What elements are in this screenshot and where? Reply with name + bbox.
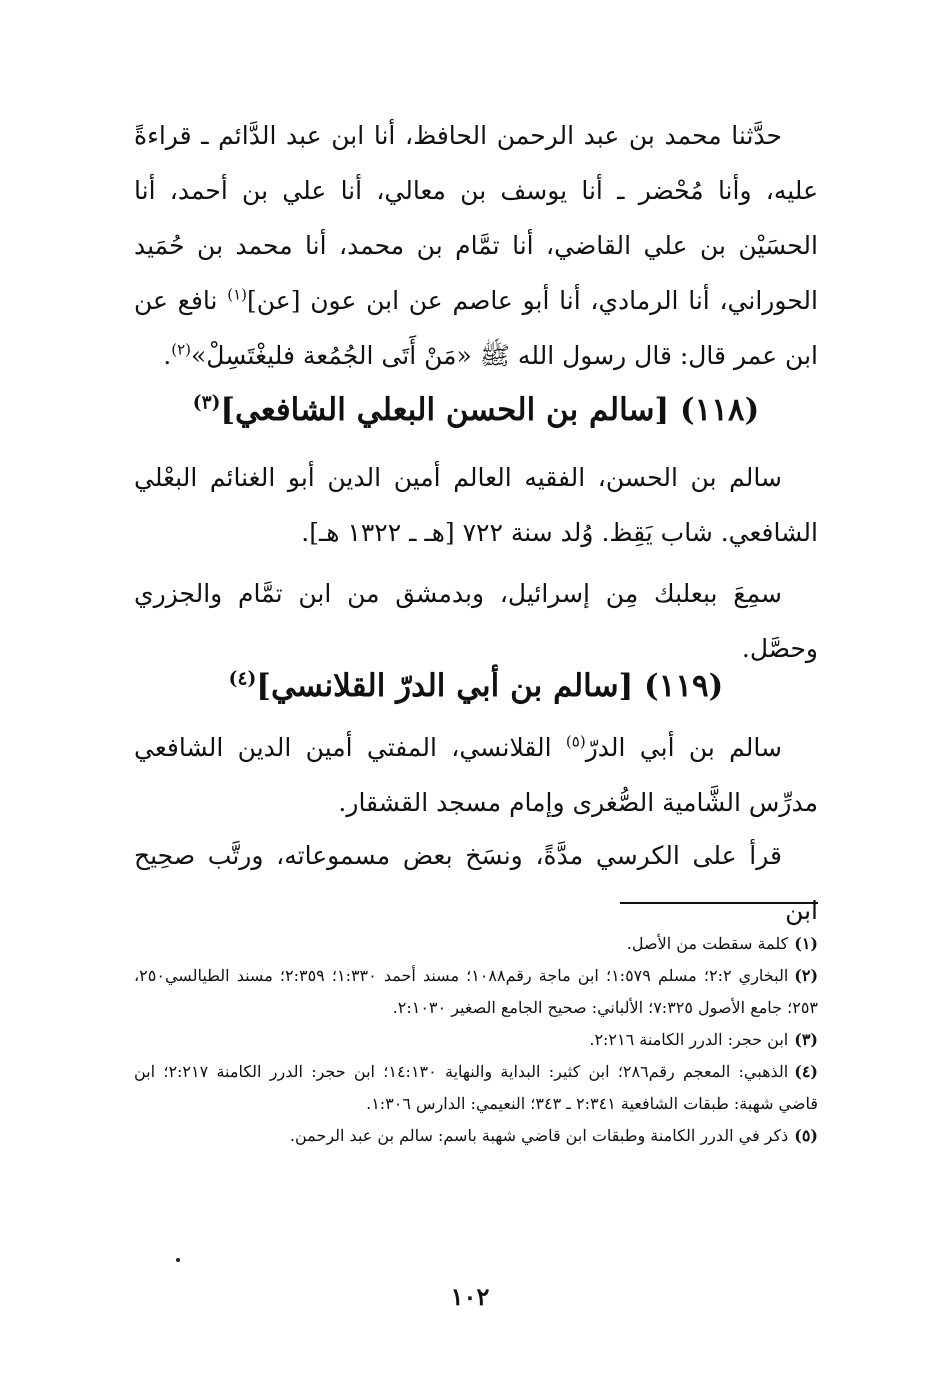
page-number: ١٠٢: [450, 1282, 490, 1311]
intro-text-after: نافع عن ابن عمر قال: قال رسول الله ﷺ «مَنْ أَتَى الجُمُعة فليغْتَسِلْ»: [134, 286, 818, 370]
scan-speck: [176, 1258, 180, 1262]
footnote-4: [134, 1056, 818, 1120]
entry-118-title: (١١٨) [سالم بن الحسن البعلي الشافعي]: [220, 392, 760, 428]
entry-119-paragraph-1: [134, 720, 818, 830]
footnote-text: الذهبي: المعجم رقم٢٨٦؛ ابن كثير: البداية والنهاية ١٤:١٣٠؛ ابن حجر: الدرر الكامنة ٢:٢١٧؛ ابن قاضي شهبة: طبقات الشافعية ٢:٣٤١ ـ ٣٤٣؛ النعيمي: الدارس ١:٣٠٦.: [134, 1062, 818, 1113]
entry-118-paragraph-2: سمِعَ ببعلبك مِن إسرائيل، وبدمشق من ابن تمَّام والجزري وحصَّل.: [134, 579, 818, 663]
footnote-ref-2[interactable]: (٢): [171, 340, 192, 359]
footnote-ref-3[interactable]: (٣): [192, 392, 221, 414]
entry-119-body-2: [134, 828, 818, 938]
entry-118-heading: [134, 388, 818, 432]
footnote-number: (١): [794, 934, 818, 953]
footnote-separator: [620, 902, 818, 904]
entry-119-description: القلانسي، المفتي أمين الدين الشافعي مدرِّس الشَّامية الصُّغرى وإمام مسجد القشقار.: [134, 733, 818, 817]
entry-119-title: (١١٩) [سالم بن أبي الدرّ القلانسي]: [256, 668, 724, 704]
footnote-text: كلمة سقطت من الأصل.: [626, 934, 789, 953]
footnote-3: [134, 1024, 818, 1056]
footnote-ref-1[interactable]: (١): [227, 285, 248, 304]
footnote-number: (٤): [794, 1062, 818, 1081]
entry-119-heading: [134, 664, 818, 708]
footnote-5: [134, 1120, 818, 1152]
intro-text: حدَّثنا محمد بن عبد الرحمن الحافظ، أنا ابن عبد الدَّائم ـ قراءةً عليه، وأنا مُحْضر ـ أنا يوسف بن معالي، أنا علي بن أحمد، أنا الحسَيْن بن علي القاضي، أنا تمَّام بن محمد، أنا محمد بن حُمَيد الحوراني، أنا الرمادي، أنا أبو عاصم عن ابن عون [عن]: [134, 121, 818, 315]
footnote-number: (٣): [794, 1030, 818, 1049]
entry-118-body: [134, 450, 818, 560]
intro-end: .: [163, 341, 172, 370]
entry-119-paragraph-2: قرأ على الكرسي مدَّةً، ونسَخ بعض مسموعاته، ورتَّب صحِيح ابن: [134, 841, 818, 925]
intro-paragraph: [134, 108, 818, 383]
footnote-ref-5[interactable]: (٥): [565, 732, 586, 751]
footnote-number: (٢): [794, 966, 819, 985]
footnote-number: (٥): [794, 1126, 818, 1145]
footnote-ref-4[interactable]: (٤): [228, 668, 257, 690]
entry-118-body-2: [134, 566, 818, 676]
footnote-text: ذكر في الدرر الكامنة وطبقات ابن قاضي شهبة باسم: سالم بن عبد الرحمن.: [289, 1126, 789, 1145]
entry-118-paragraph-1: سالم بن الحسن، الفقيه العالم أمين الدين أبو الغنائم البعْلي الشافعي. شاب يَقِظ. وُلد سنة ٧٢٢ [هـ ـ ١٣٢٢ هـ].: [134, 463, 818, 547]
footnote-2: [134, 960, 818, 1024]
entry-119-name: سالم بن أبي الدرّ: [585, 733, 782, 762]
intro-paragraph-block: [134, 108, 818, 383]
footnote-text: ابن حجر: الدرر الكامنة ٢:٢١٦.: [589, 1030, 789, 1049]
footnotes: [134, 928, 818, 1152]
footnote-1: [134, 928, 818, 960]
entry-119-body: [134, 720, 818, 830]
footnote-text: البخاري ٢:٢؛ مسلم ١:٥٧٩؛ ابن ماجة رقم١٠٨٨؛ مسند أحمد ١:٣٣٠؛ ٢:٣٥٩؛ مسند الطيالسي٢٥٠، ٢٥٣؛ جامع الأصول ٧:٣٢٥؛ الألباني: صحيح الجامع الصغير ٢:١٠٣٠.: [134, 966, 818, 1017]
